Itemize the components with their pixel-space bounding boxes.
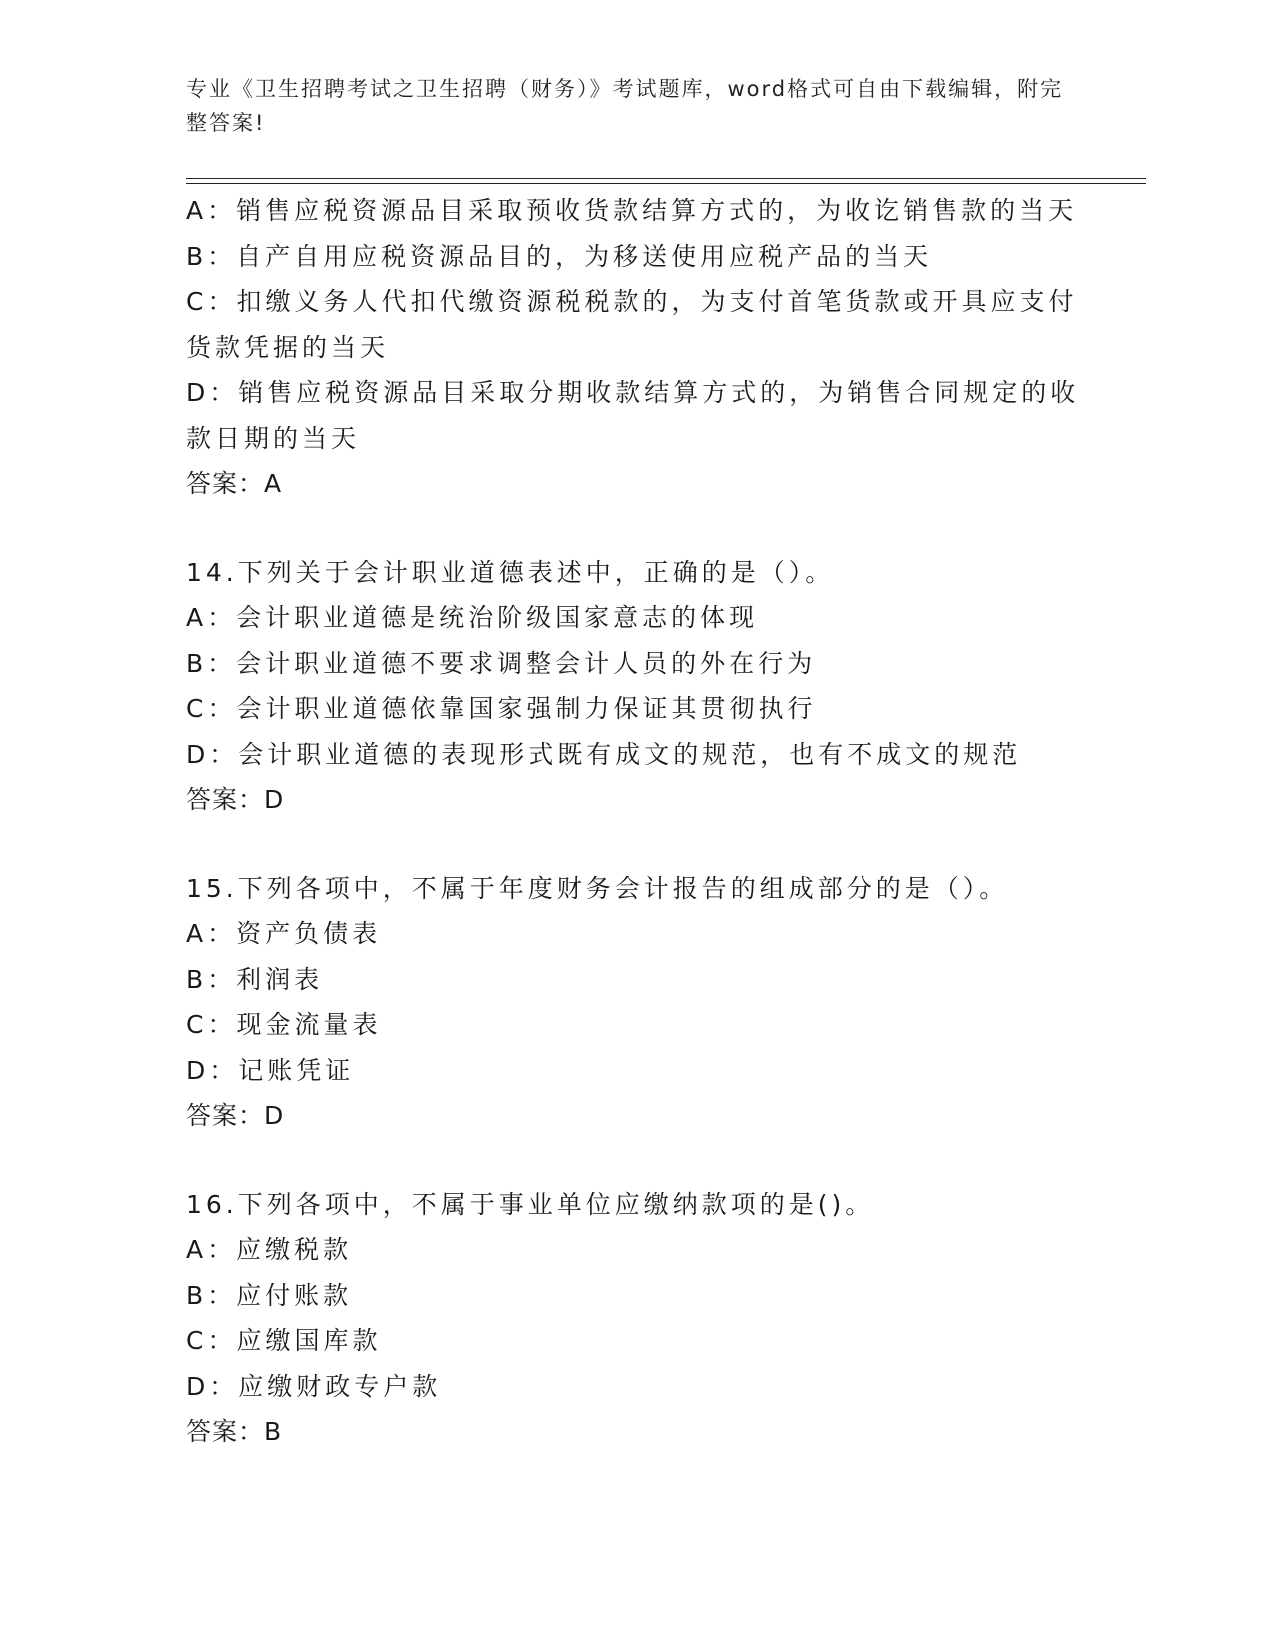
option-a: A：销售应税资源品目采取预收货款结算方式的，为收讫销售款的当天 [186,196,1078,225]
question-text: 16.下列各项中，不属于事业单位应缴纳款项的是()。 [186,1189,875,1219]
question-text: 15.下列各项中，不属于年度财务会计报告的组成部分的是（）。 [186,873,1009,903]
header-rule-top [186,178,1146,179]
question-block-15 [186,866,1086,1139]
answer-line: 答案：D [186,785,285,814]
question-block-14 [186,550,1086,823]
option-c: C：会计职业道德依靠国家强制力保证其贯彻执行 [186,694,817,723]
option-d: D：会计职业道德的表现形式既有成文的规范，也有不成文的规范 [186,739,1022,769]
option-c: C：应缴国库款 [186,1326,382,1355]
question-text: 14.下列关于会计职业道德表述中，正确的是（）。 [186,557,835,587]
question-block-16 [186,1182,1086,1455]
question-list [186,188,1086,1455]
answer-line: 答案：A [186,469,283,498]
option-d: D：应缴财政专户款 [186,1371,442,1401]
option-a: A：资产负债表 [186,919,382,948]
option-c: C：扣缴义务人代扣代缴资源税税款的，为支付首笔货款或开具应支付货款凭据的当天 [186,287,1078,362]
option-b: B：自产自用应税资源品目的，为移送使用应税产品的当天 [186,241,933,271]
option-b: B：会计职业道德不要求调整会计人员的外在行为 [186,648,817,678]
option-b: B：利润表 [186,964,324,994]
option-c: C：现金流量表 [186,1010,382,1039]
option-b: B：应付账款 [186,1280,353,1310]
option-d: D：销售应税资源品目采取分期收款结算方式的，为销售合同规定的收款日期的当天 [186,378,1080,453]
document-header: 专业《卫生招聘考试之卫生招聘（财务）》考试题库，word格式可自由下载编辑，附完整答案! [186,77,1064,135]
answer-line: 答案：B [186,1417,283,1446]
header-rule-bottom [186,183,1146,184]
option-d: D：记账凭证 [186,1055,355,1085]
option-a: A：会计职业道德是统治阶级国家意志的体现 [186,603,759,632]
answer-line: 答案：D [186,1101,285,1130]
option-a: A：应缴税款 [186,1235,353,1264]
question-block-13 [186,188,1086,507]
